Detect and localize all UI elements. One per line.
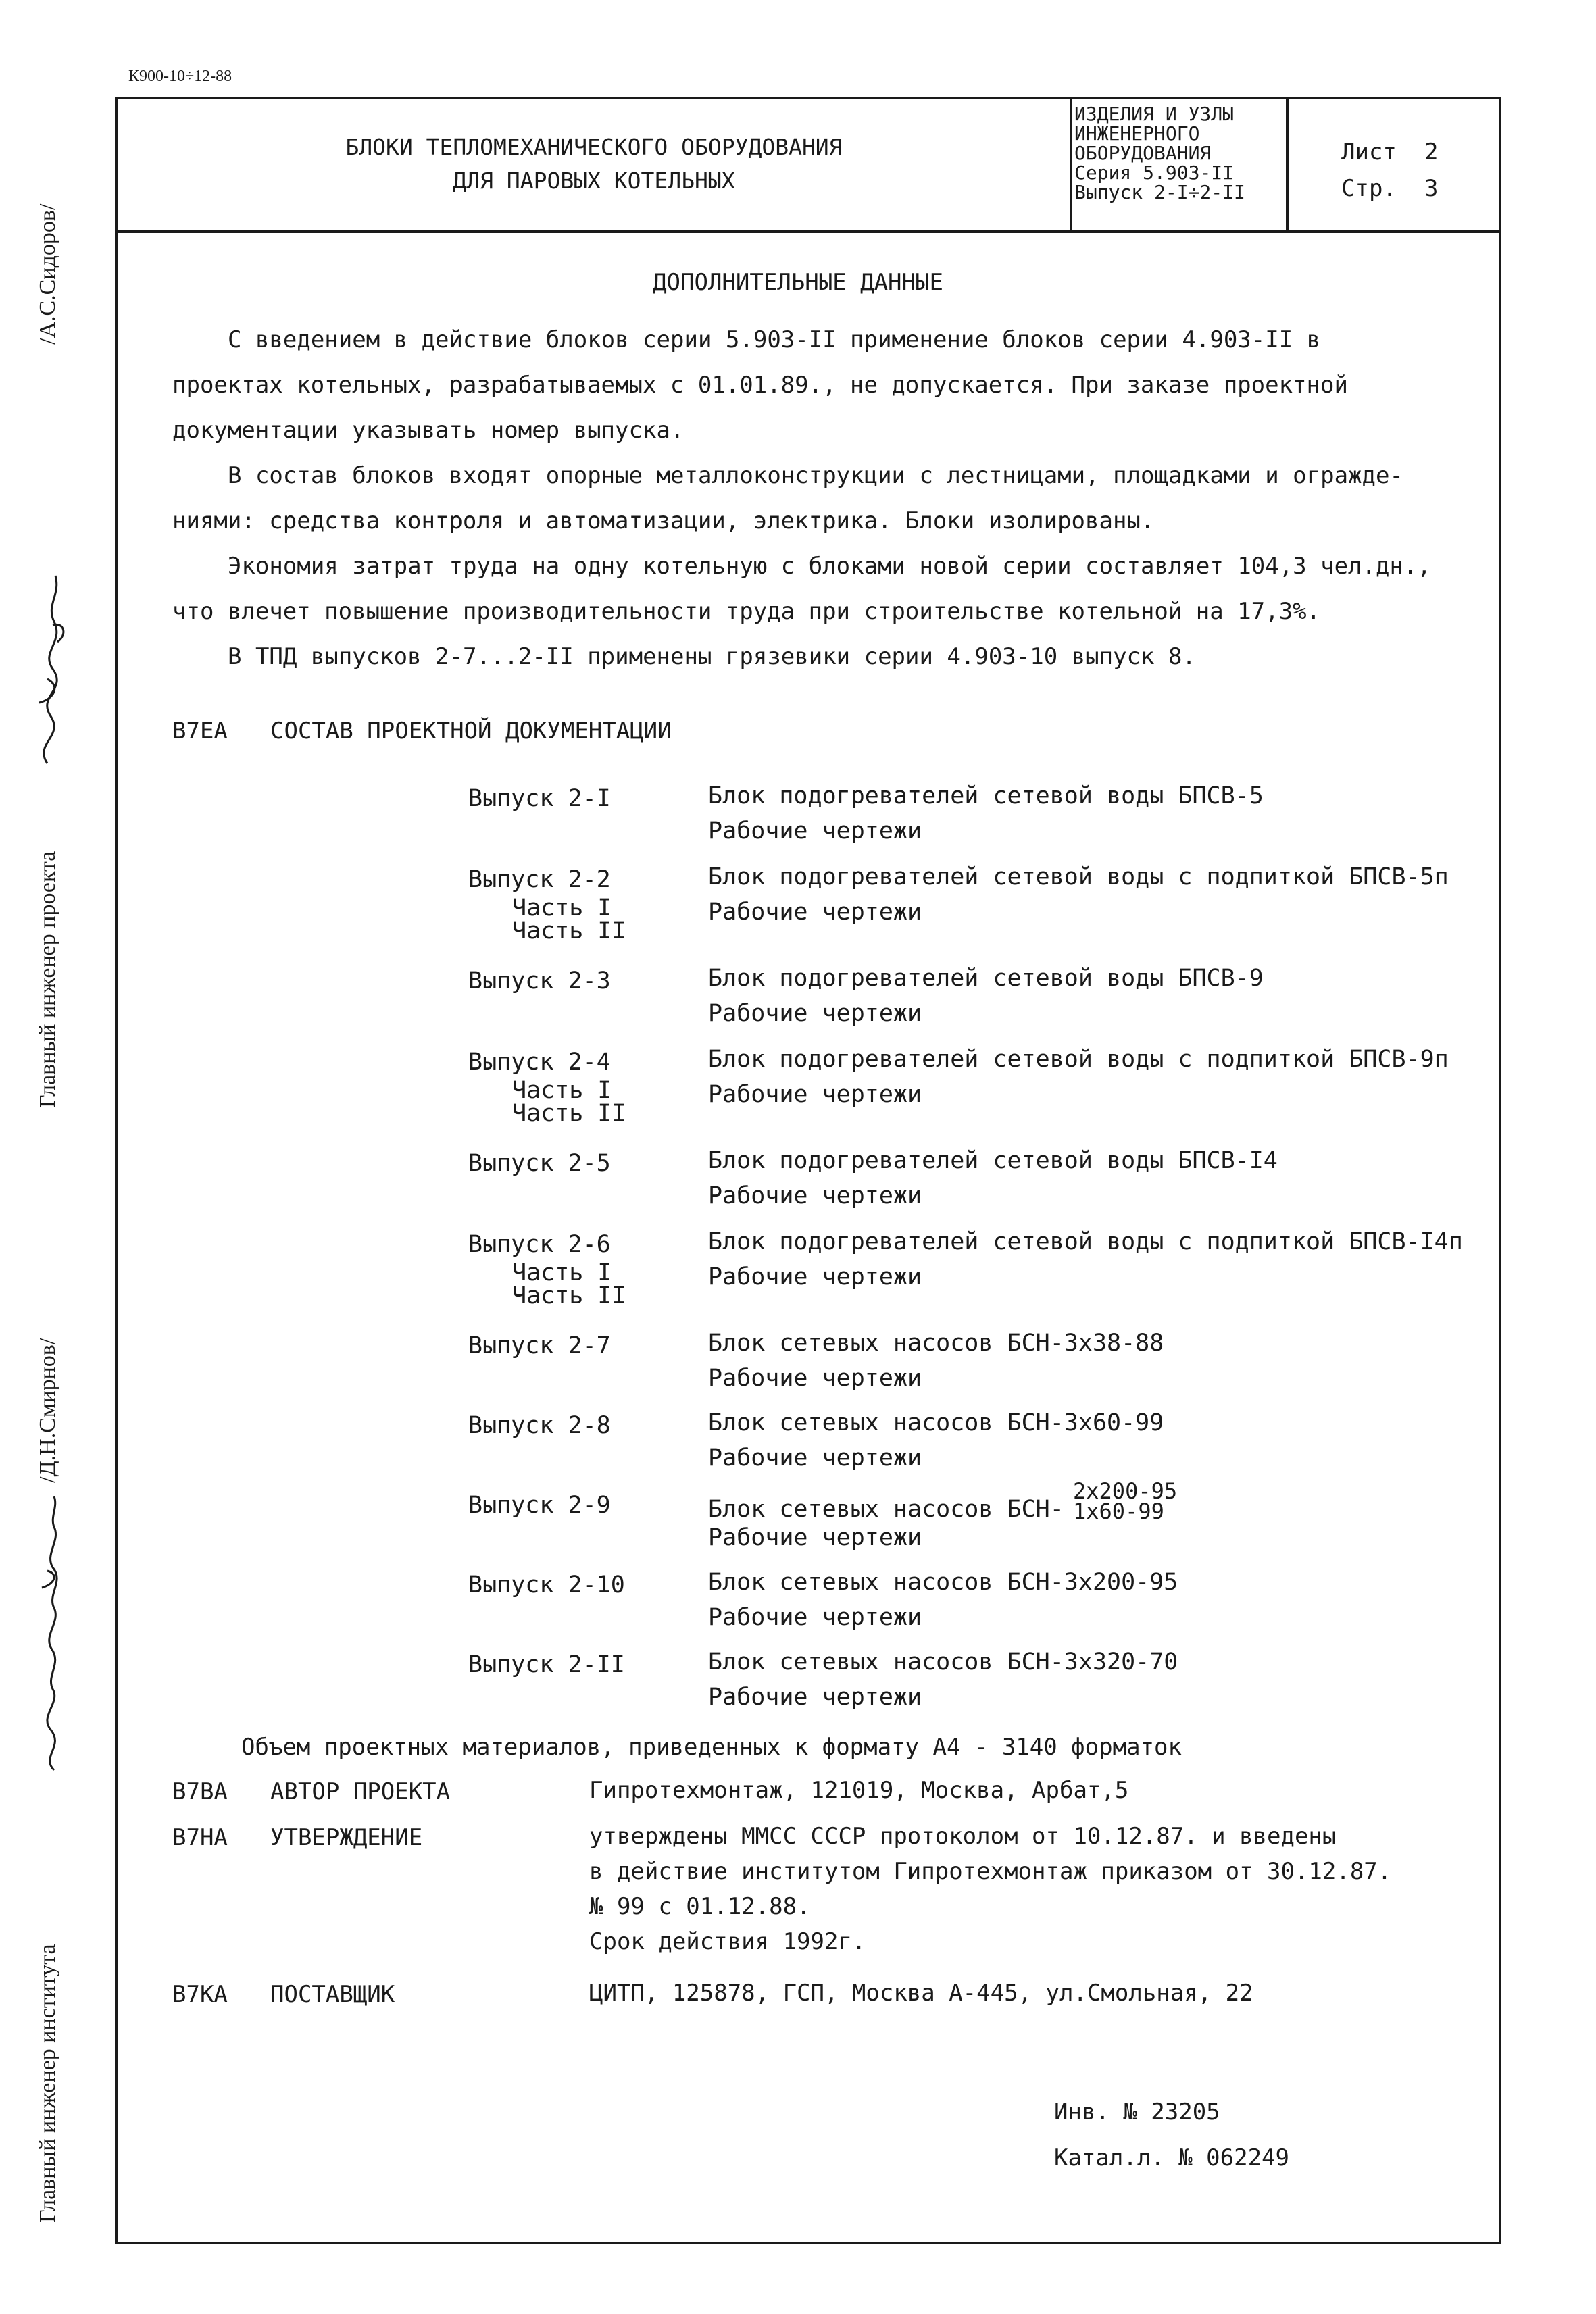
paragraph-line: Экономия затрат труда на одну котельную с блоками новой серии составляет 104,3 чел.дн.,: [228, 553, 1431, 580]
volume-subtitle: Рабочие чертежи: [708, 1604, 922, 1631]
volume-subtitle: Рабочие чертежи: [708, 1081, 922, 1108]
section-code: В7ВА: [172, 1778, 228, 1805]
section-code: В7КА: [172, 1981, 228, 2008]
header-vline-1: [1070, 97, 1072, 232]
paragraph-line: ниями: средства контроля и автоматизации, электрика. Блоки изолированы.: [172, 507, 1155, 534]
additional-heading: ДОПОЛНИТЕЛЬНЫЕ ДАННЫЕ: [653, 269, 943, 296]
volume-part: Часть II: [512, 917, 626, 945]
sheet-value: 2: [1424, 139, 1439, 166]
section-line: Гипротехмонтаж, 121019, Москва, Арбат,5: [589, 1777, 1129, 1804]
paragraph-line: В состав блоков входят опорные металлоконструкции с лестницами, площадками и огражде-: [228, 462, 1403, 489]
volume-label: Выпуск 2-8: [468, 1412, 611, 1439]
paragraph-line: проектах котельных, разрабатываемых с 01.01.89., не допускается. При заказе проектной: [172, 372, 1348, 399]
volume-title: Блок подогревателей сетевой воды БПСВ-9: [708, 965, 1264, 992]
title-line-1: БЛОКИ ТЕПЛОМЕХАНИЧЕСКОГО ОБОРУДОВАНИЯ: [345, 134, 843, 160]
volume-label: Выпуск 2-4: [468, 1049, 611, 1076]
volume-label: Выпуск 2-5: [468, 1150, 611, 1177]
header-vline-2: [1286, 97, 1289, 232]
paragraph-line: что влечет повышение производительности труда при строительстве котельной на 17,3%.: [172, 598, 1320, 625]
composition-code: В7ЕА: [172, 718, 228, 745]
volume-subtitle: Рабочие чертежи: [708, 1182, 922, 1209]
volume-subtitle: Рабочие чертежи: [708, 1365, 922, 1392]
side-name-smirnov: /Д.Н.Смирнов/: [35, 1338, 60, 1483]
volume-subtitle: Рабочие чертежи: [708, 1444, 922, 1472]
section-line: Срок действия 1992г.: [589, 1928, 866, 1955]
volume-note: Объем проектных материалов, приведенных к формату А4 - 3140 форматок: [241, 1734, 1182, 1761]
volume-part: Часть I: [512, 1259, 612, 1286]
volume-label: Выпуск 2-I: [468, 785, 611, 812]
series-line: ИЗДЕЛИЯ И УЗЛЫ: [1074, 103, 1235, 125]
volume-label: Выпуск 2-7: [468, 1332, 611, 1359]
catalog-number: Катал.л. № 062249: [1054, 2144, 1289, 2171]
volume-part: Часть II: [512, 1100, 626, 1127]
inventory-number: Инв. № 23205: [1054, 2098, 1220, 2126]
page-label: Стр.: [1341, 175, 1397, 202]
fraction-bottom: 1х60-99: [1073, 1499, 1164, 1524]
volume-part: Часть I: [512, 1077, 612, 1104]
page-value: 3: [1424, 175, 1439, 202]
volume-title: Блок сетевых насосов БСН-3х320-70: [708, 1649, 1178, 1676]
header-divider: [115, 230, 1501, 233]
sheet-label: Лист: [1341, 139, 1397, 166]
volume-label: Выпуск 2-II: [468, 1651, 625, 1678]
volume-title: Блок подогревателей сетевой воды БПСВ-5: [708, 782, 1264, 809]
side-role-chief-project: Главный инженер проекта: [35, 851, 60, 1108]
volume-label: Выпуск 2-3: [468, 967, 611, 995]
volume-subtitle: Рабочие чертежи: [708, 1684, 922, 1711]
paragraph-line: документации указывать номер выпуска.: [172, 417, 684, 444]
section-name: УТВЕРЖДЕНИЕ: [270, 1824, 423, 1851]
title-line-2: ДЛЯ ПАРОВЫХ КОТЕЛЬНЫХ: [453, 168, 735, 194]
composition-title: СОСТАВ ПРОЕКТНОЙ ДОКУМЕНТАЦИИ: [270, 718, 672, 745]
volume-subtitle: Рабочие чертежи: [708, 818, 922, 845]
signature-2: [27, 1486, 74, 1777]
series-line: Выпуск 2-I÷2-II: [1074, 181, 1245, 203]
volume-label: Выпуск 2-9: [468, 1492, 611, 1519]
paragraph-line: В ТПД выпусков 2-7...2-II применены грязевики серии 4.903-10 выпуск 8.: [228, 643, 1196, 670]
volume-subtitle: Рабочие чертежи: [708, 1524, 922, 1551]
section-name: ПОСТАВЩИК: [270, 1981, 395, 2008]
volume-title: Блок сетевых насосов БСН-3х60-99: [708, 1409, 1164, 1436]
signature-1: [27, 568, 74, 770]
volume-subtitle: Рабочие чертежи: [708, 1000, 922, 1027]
section-line: в действие институтом Гипротехмонтаж приказом от 30.12.87.: [589, 1858, 1392, 1885]
series-line: Серия 5.903-II: [1074, 161, 1235, 184]
series-line: ИНЖЕНЕРНОГО: [1074, 122, 1200, 145]
section-line: № 99 с 01.12.88.: [589, 1893, 811, 1920]
volume-part: Часть II: [512, 1282, 626, 1309]
section-code: В7НА: [172, 1824, 228, 1851]
volume-title: Блок подогревателей сетевой воды с подпиткой БПСВ-9п: [708, 1046, 1449, 1073]
volume-fraction: [1073, 1478, 1178, 1524]
volume-subtitle: Рабочие чертежи: [708, 1263, 922, 1290]
volume-label: Выпуск 2-10: [468, 1571, 625, 1599]
volume-title: Блок подогревателей сетевой воды БПСВ-I4: [708, 1147, 1278, 1174]
volume-subtitle: Рабочие чертежи: [708, 899, 922, 926]
volume-part: Часть I: [512, 895, 612, 922]
side-name-sidorov: /А.С.Сидоров/: [35, 203, 60, 345]
fraction-top: 2х200-95: [1073, 1478, 1178, 1504]
volume-title: Блок сетевых насосов БСН-3х38-88: [708, 1330, 1164, 1357]
volume-title: Блок подогревателей сетевой воды с подпиткой БПСВ-5п: [708, 863, 1449, 890]
section-name: АВТОР ПРОЕКТА: [270, 1778, 451, 1805]
side-role-chief-institute: Главный инженер института: [35, 1944, 60, 2223]
volume-title: Блок подогревателей сетевой воды с подпиткой БПСВ-I4п: [708, 1228, 1463, 1255]
series-line: ОБОРУДОВАНИЯ: [1074, 142, 1212, 164]
section-line: утверждены ММСС СССР протоколом от 10.12.87. и введены: [589, 1823, 1337, 1850]
paragraph-line: С введением в действие блоков серии 5.903-II применение блоков серии 4.903-II в: [228, 326, 1321, 353]
volume-label: Выпуск 2-2: [468, 866, 611, 893]
section-line: ЦИТП, 125878, ГСП, Москва А-445, ул.Смольная, 22: [589, 1980, 1253, 2007]
volume-label: Выпуск 2-6: [468, 1231, 611, 1258]
volume-title: Блок сетевых насосов БСН-: [708, 1496, 1064, 1523]
document-code: К900-10÷12-88: [128, 68, 232, 85]
volume-title: Блок сетевых насосов БСН-3х200-95: [708, 1569, 1178, 1596]
series-block: [1074, 104, 1245, 202]
